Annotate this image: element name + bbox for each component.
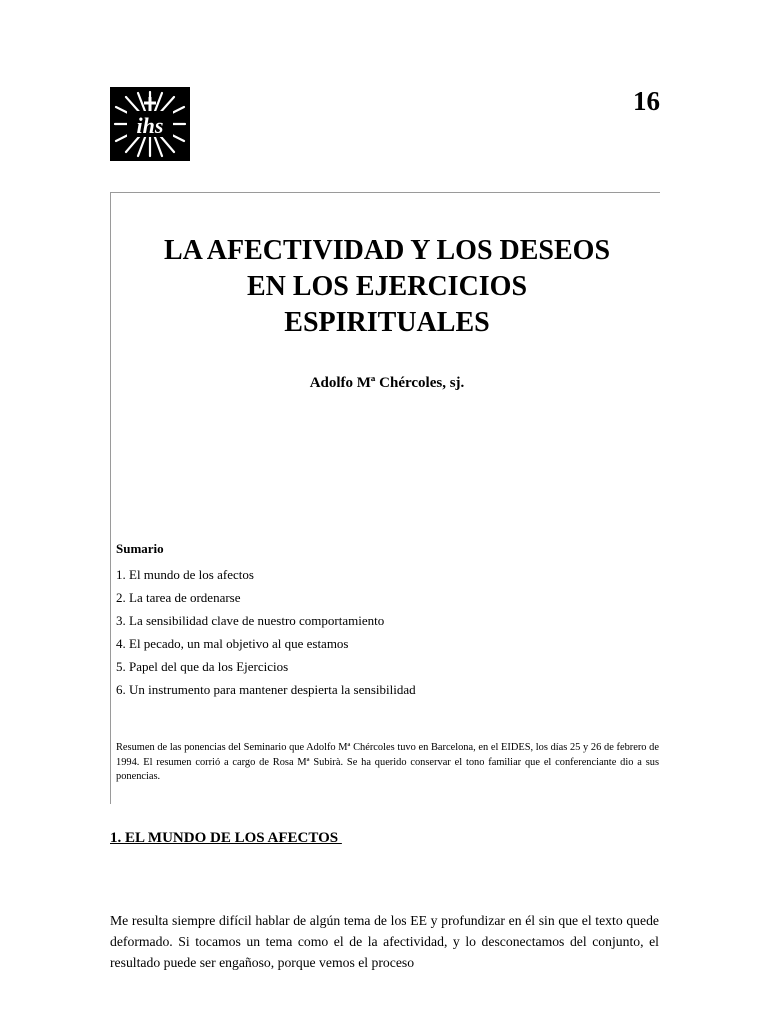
summary-heading: Sumario [116, 541, 164, 556]
summary-item: 1. El mundo de los afectos [116, 567, 254, 582]
author-name: Adolfo Mª Chércoles, sj. [309, 375, 465, 391]
summary-item: 5. Papel del que da los Ejercicios [116, 659, 289, 674]
section-heading: 1. EL MUNDO DE LOS AFECTOS [110, 830, 342, 846]
ihs-sunburst-icon [112, 89, 188, 159]
seminar-note: Resumen de las ponencias del Seminario que Adolfo Mª Chércoles tuvo en Barcelona, en el EIDES, los días 25 y 26 de febrero de 1994. El resumen corrió a cargo de Rosa Mª Subirà. Se ha querido conservar el tono familiar que el conferenciante dio a sus ponencias. [116, 742, 659, 782]
ihs-logo-text: ihs [136, 113, 164, 138]
title-line: ESPIRITUALES [284, 307, 490, 338]
title-line: LA AFECTIVIDAD Y LOS DESEOS [163, 235, 611, 266]
ihs-monogram-logo [110, 87, 190, 161]
header-rule [110, 192, 660, 193]
page-number: 16 [633, 86, 660, 116]
body-paragraph: Me resulta siempre difícil hablar de algún tema de los EE y profundizar en él sin que el texto quede deformado. Si tocamos un tema como el de la afectividad, y lo desconectamos del conjunto, el resultado puede ser engañoso, porque vemos el proceso [110, 913, 659, 970]
left-margin-rule [110, 192, 111, 804]
summary-item: 6. Un instrumento para mantener despierta la sensibilidad [116, 682, 416, 697]
summary-list [116, 563, 416, 701]
summary-item: 2. La tarea de ordenarse [116, 590, 241, 605]
summary-item: 3. La sensibilidad clave de nuestro comportamiento [116, 613, 385, 628]
summary-item: 4. El pecado, un mal objetivo al que estamos [116, 636, 349, 651]
title-line: EN LOS EJERCICIOS [246, 271, 528, 302]
article-title [112, 233, 662, 341]
